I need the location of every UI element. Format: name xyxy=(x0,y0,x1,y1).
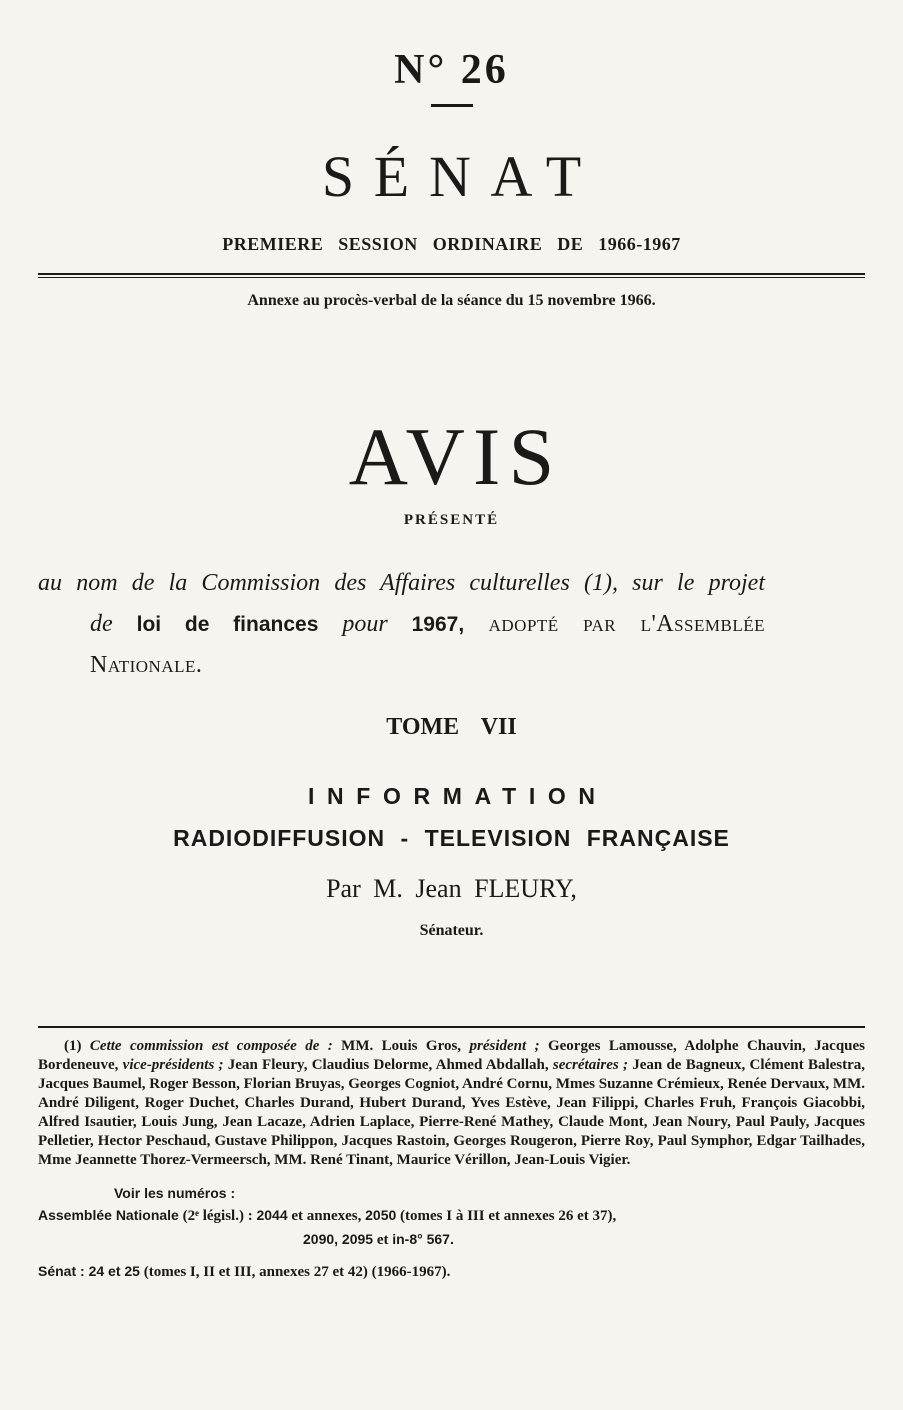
subject-run: de xyxy=(90,611,137,638)
footnote-run: MM. Louis Gros, xyxy=(332,1038,470,1055)
ref-number: 2050 xyxy=(365,1207,397,1224)
footnote-run-italic: Cette commission est composée de : xyxy=(89,1038,333,1055)
ref-run: (tomes I à III et annexes 26 et 37), xyxy=(396,1208,617,1225)
assemblee-nationale-line xyxy=(38,1207,865,1225)
ref-number: 2090, 2095 xyxy=(303,1231,374,1248)
separator-double-rule xyxy=(38,273,865,278)
tome-label: TOME VII xyxy=(386,714,517,741)
subject-line-2 xyxy=(38,604,765,645)
footnote-run: Georges Lamousse, Adolphe Chauvin, Jacques Bordeneuve, xyxy=(38,1038,865,1074)
annex-line: Annexe au procès-verbal de la séance du 15 novembre 1966. xyxy=(247,292,656,309)
subject-paragraph xyxy=(38,563,765,686)
author-byline: Par M. Jean FLEURY, xyxy=(326,874,577,904)
subject-run-bold: 1967, xyxy=(411,613,465,637)
commission-footnote xyxy=(38,1037,865,1170)
references-block xyxy=(38,1185,865,1281)
ref-number: in-8° 567. xyxy=(392,1231,454,1248)
subject-line-1: au nom de la Commission des Affaires culturelles (1), sur le projet xyxy=(38,570,765,597)
ref-run: et annexes, xyxy=(287,1208,366,1225)
footnote-run: Jean de Bagneux, Clément Balestra, Jacques Baumel, Roger Besson, Florian Bruyas, Georges Cogniot, André Cornu, Mmes Suzanne Crémieux, Renée Dervaux, MM. André Diligent, Roger Duchet, Charles Durand, Hubert Durand, Yves Estève, Jean Filippi, Charles Fruh, François Giacobbi, Alfred Isautier, Louis Jung, Jean Lacaze, Adrien Laplace, Pierre-René Mathey, Claude Mont, Jean Noury, Paul Pauly, Jacques Pelletier, Hector Peschaud, Gustave Philippon, Jacques Rastoin, Georges Rougeron, Pierre Roy, Paul Symphor, Edgar Tailhades, Mme Jeannette Thorez-Vermeersch, MM. René Tinant, Maurice Vérillon, Jean-Louis Vigier. xyxy=(38,1057,866,1169)
subtitle-heading: RADIODIFFUSION - TELEVISION FRANÇAISE xyxy=(173,825,730,852)
ref-run: (2ᵉ législ.) : xyxy=(178,1208,257,1225)
ref-run: (tomes I, II et III, annexes 27 et 42) (1966-1967). xyxy=(139,1264,451,1281)
presented-label: PRÉSENTÉ xyxy=(403,512,500,529)
subject-line-3: Nationale. xyxy=(90,652,203,679)
doc-number-underline xyxy=(431,104,473,107)
information-heading: INFORMATION xyxy=(307,783,608,810)
assemblee-label: Assemblée Nationale xyxy=(38,1207,179,1224)
footnote-rule xyxy=(38,1026,865,1028)
footnote-run: (1) xyxy=(64,1038,90,1055)
footnote-run: Jean Fleury, Claudius Delorme, Ahmed Abdallah, xyxy=(223,1057,553,1074)
subject-run: pour xyxy=(318,611,412,638)
footnote-run-italic: vice-présidents ; xyxy=(122,1057,224,1074)
report-title: AVIS xyxy=(348,411,563,502)
author-role: Sénateur. xyxy=(419,922,484,940)
ref-run: et xyxy=(373,1232,393,1249)
senat-line xyxy=(38,1263,865,1281)
ref-number: 24 et 25 xyxy=(88,1263,140,1280)
voir-label: Voir les numéros : xyxy=(114,1185,236,1202)
subject-run-bold: loi de finances xyxy=(136,613,319,637)
doc-number: N° 26 xyxy=(394,47,509,93)
subject-run-smallcaps: adopté par l'Assemblée xyxy=(464,611,766,638)
assemblee-nationale-line-2 xyxy=(38,1231,865,1249)
session-line: PREMIERE SESSION ORDINAIRE DE 1966-1967 xyxy=(222,234,681,254)
senat-label: Sénat : xyxy=(38,1263,89,1280)
footnote-run-italic: secrétaires ; xyxy=(552,1057,628,1074)
institution-title: SÉNAT xyxy=(321,144,601,209)
ref-number: 2044 xyxy=(256,1207,288,1224)
footnote-run-italic: président ; xyxy=(469,1038,540,1055)
